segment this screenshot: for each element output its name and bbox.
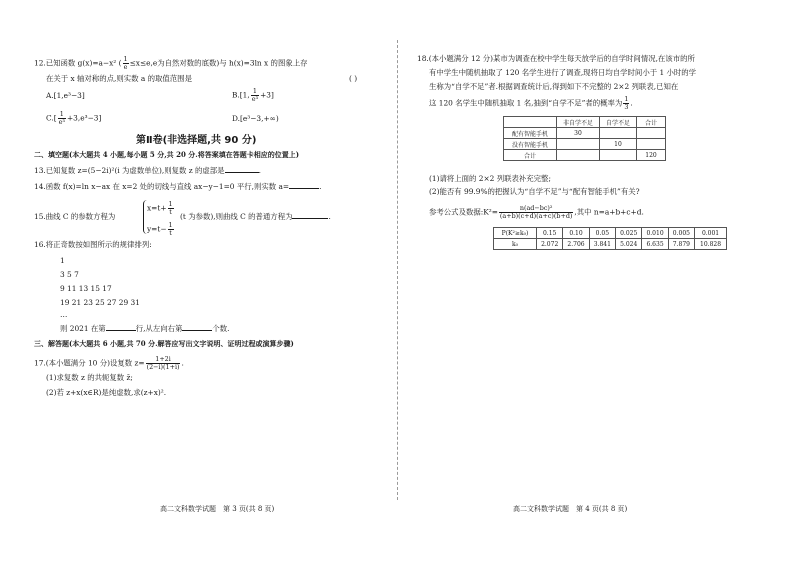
page-4 [397,0,794,562]
q12-line1: 12.已知函数 g(x)=a−x² ( $\frac{1}{e}$ ≤x≤e,e为自然对数的底数)与 h(x)=3ln x 的图象上存 [34,55,308,71]
q18-part1: (1)请将上面的 2×2 列联表补充完整; [429,174,551,183]
table-row: 配有智能手机 30 [504,128,666,139]
q12-fraction: $\frac{1}{e}$ [123,55,128,71]
page-3-footer: 高二文科数学试题 第 3 页(共 8 页) [160,505,275,513]
odd-row-3: 9 11 13 15 17 [60,284,112,293]
table-row: 非自学不足 自学不足 合计 [504,117,666,128]
q18-line2: 有中学生中随机抽取了 120 名学生进行了调查,现将日均自学时间小于 1 小时的学 [429,68,697,77]
odd-row-2: 3 5 7 [60,270,79,279]
q17-stem: 17.(本小题满分 10 分)设复数 z= $\frac{1+2i}{(2-i)(1+i)}$ . [34,355,184,371]
q18-line4: 这 120 名学生中随机抽取 1 名,抽到“自学不足”者的概率为 $\frac{1}{3}$ . [429,95,633,111]
q12-option-b: B.[1, $\frac{1}{\text{e³}}$ +3] [232,87,274,103]
q13: 13.已知复数 z=(5−2i)²(i 为虚数单位),则复数 z 的虚部是 . [34,166,261,175]
q18-line3: 生称为“自学不足”者.根据调查统计后,得到如下不完整的 2×2 列联表,已知在 [429,82,679,91]
table-row: 合计 120 [504,150,666,161]
q15-tail: (t 为参数),则曲线 C 的普通方程为 . [180,212,331,221]
solution-section-heading: 三、解答题(本大题共 6 小题,共 70 分.解答应写出文字说明、证明过程或演算步骤) [34,339,294,348]
table-row: k₀ 2.072 2.706 3.841 5.024 6.635 7.879 10.828 [494,239,727,250]
q15-prefix: 15.曲线 C 的参数方程为 [34,212,116,221]
critical-value-table [493,227,727,250]
contingency-table [503,116,666,161]
q15-eq2: y=t− $\frac{1}{t}$ [147,221,173,237]
q14: 14.函数 f(x)=ln x−ax 在 x=2 处的切线与直线 ax−y−1=0 平行,则实数 a= . [34,182,322,191]
odd-row-4: 19 21 23 25 27 29 31 [60,298,140,307]
part2-title: 第Ⅱ卷(非选择题,共 90 分) [136,135,257,146]
q15-eq1: x=t+ $\frac{1}{t}$ [147,200,173,216]
q12-option-c: C.[ $\frac{1}{\text{e³}}$ +3,e³−3] [46,110,102,126]
q17-part1: (1)求复数 z 的共轭复数 z̄; [46,373,133,382]
odd-row-1: 1 [60,256,65,265]
q12-answer-paren: ( ) [349,74,358,83]
q18-line1: 18.(本小题满分 12 分)某市为调查在校中学生每天放学后的自学时间情况,在该市的所 [417,54,695,63]
table-row: 没有智能手机 10 [504,139,666,150]
q17-part2: (2)若 z+x(x∈R)是纯虚数,求(z+x)². [46,388,167,397]
page-4-footer: 高二文科数学试题 第 4 页(共 8 页) [513,505,628,513]
fill-in-section-heading: 二、填空题(本大题共 4 小题,每小题 5 分,共 20 分.将答案填在答题卡相应的位置上) [34,150,300,159]
q18-part2: (2)能否有 99.9%的把握认为“自学不足”与“配有智能手机”有关? [429,187,640,196]
q12-option-a: A.[1,e³−3] [46,91,85,100]
reference-formula: 参考公式及数据:K²= $\frac{\text{n(ad−bc)²}}{(a+b)(c+d)(a+c)(b+d)}$ ,其中 n=a+b+c+d. [429,204,644,220]
table-row: P(K²≥k₀) 0.15 0.10 0.05 0.025 0.010 0.005 0.001 [494,228,727,239]
odd-row-ellipsis: … [60,310,68,319]
q12-line2: 在关于 x 轴对称的点,则实数 a 的取值范围是 [46,74,192,83]
q12-option-d: D.[e³−3,+∞) [232,114,279,123]
q16-answer-line: 则 2021 在第 行,从左向右第 个数. [60,324,230,333]
q16: 16.将正奇数按如图所示的规律排列: [34,240,152,249]
